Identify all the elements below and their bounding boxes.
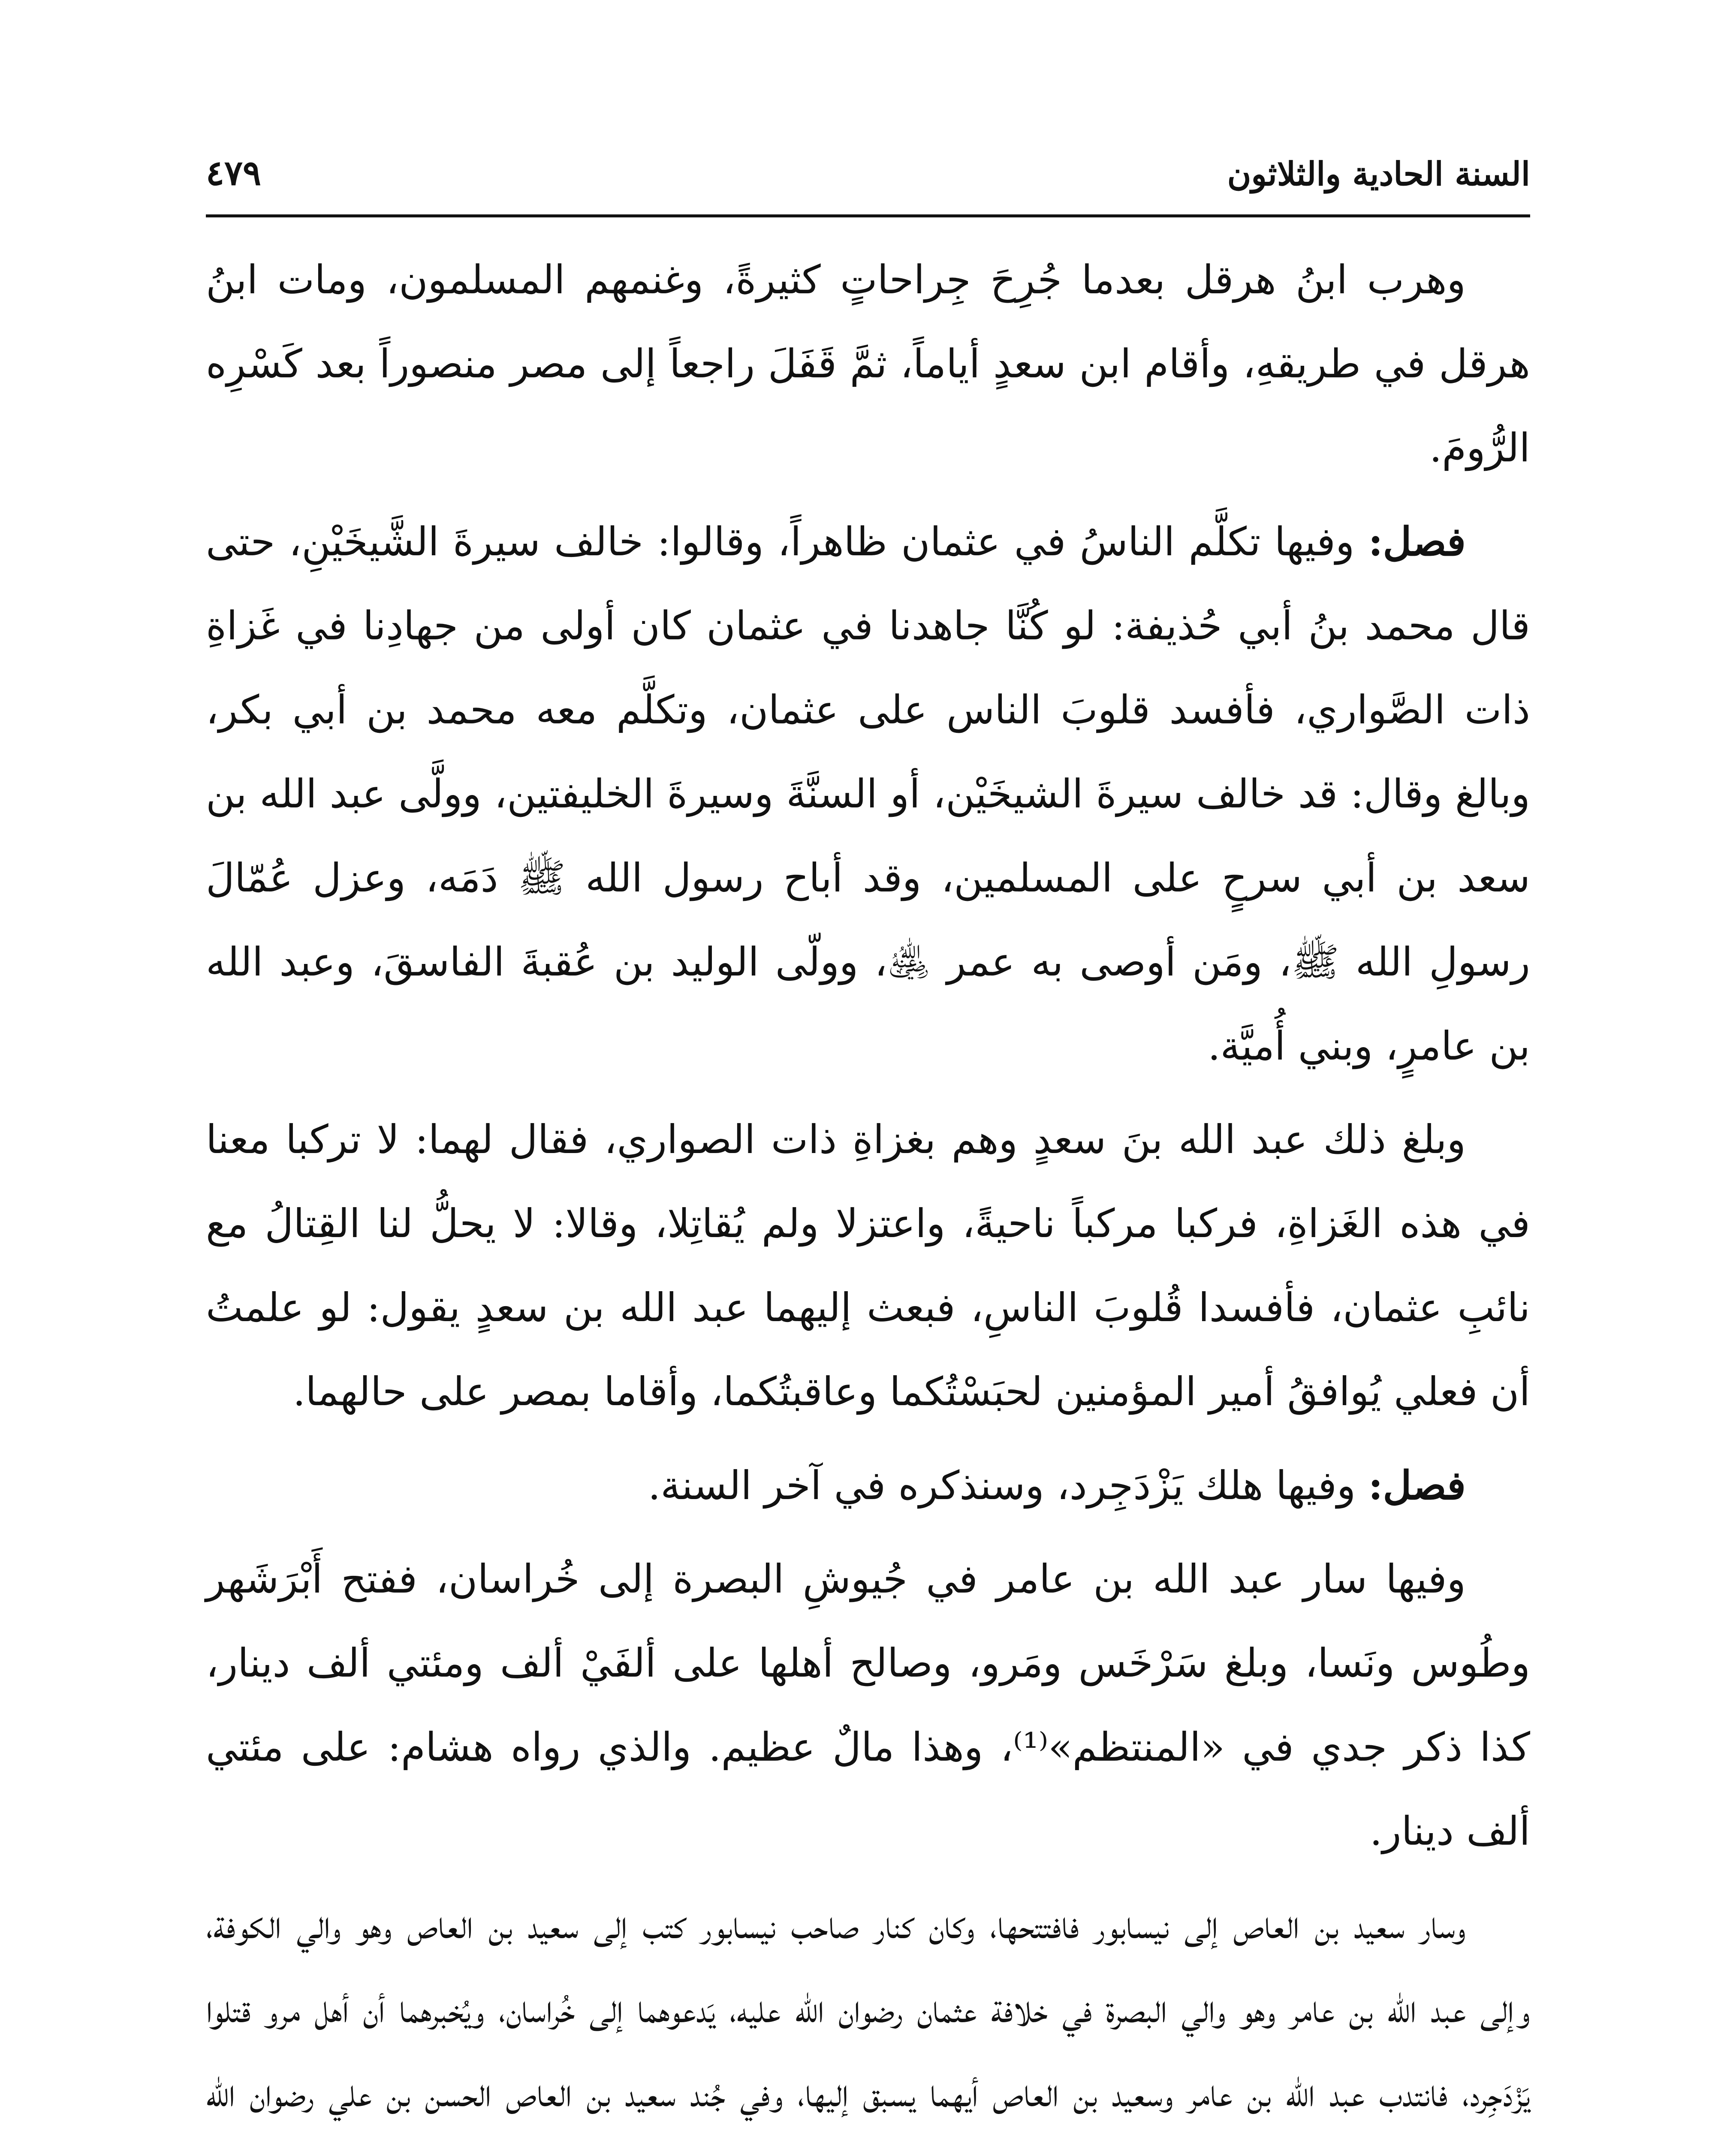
paragraph-1	[206, 238, 1530, 490]
paragraph-3	[206, 1098, 1530, 1434]
page-header	[206, 129, 1530, 201]
paragraph-6	[206, 1883, 1530, 2144]
section-label: فصل:	[1368, 518, 1466, 565]
section-label: فصل:	[1368, 1462, 1466, 1509]
paragraph-3-text: وبلغ ذلك عبد الله بنَ سعدٍ وهم بغزاةِ ذات الصواري، فقال لهما: لا تركبا معنا في هذه الغَزاةِ، فركبا مركباً ناحيةً، واعتزلا ولم يُقاتِلا، وقالا: لا يحلُّ لنا القِتالُ مع نائبِ عثمان، فأفسدا قُلوبَ الناسِ، فبعث إليهما عبد الله بن سعدٍ يقول: لو علمتُ أن فعلي يُوافقُ أمير المؤمنين لحبَسْتُكما وعاقبتُكما، وأقاما بمصر على حالهما.	[206, 1117, 1530, 1415]
paragraph-4	[206, 1443, 1530, 1528]
header-rule	[206, 214, 1530, 217]
page-number: ٤٧٩	[206, 153, 261, 193]
paragraph-5-text: وفيها سار عبد الله بن عامر في جُيوشِ البصرة إلى خُراسان، ففتح أَبْرَشَهر وطُوس ونَسا، وبلغ سَرْخَس ومَرو، وصالح أهلها على ألفَيْ ألف ومئتي ألف دينار، كذا ذكر جدي في «المنتظم»⁽¹⁾، وهذا مالٌ عظيم. والذي رواه هشام: على مئتي ألف دينار.	[206, 1556, 1530, 1854]
paragraph-6-text: وسار سعيد بن العاص إلى نيسابور فافتتحها، وكان كنار صاحب نيسابور كتب إلى سعيد بن العاص وهو والي الكوفة، وإلى عبد الله بن عامر وهو والي البصرة في خلافة عثمان رضوان الله عليه، يَدعوهما إلى خُراسان، ويُخبرهما أن أهل مرو قتلوا يَزْدَجِرد، فانتدب عبد الله بن عامر وسعيد بن العاص أيهما يسبق إليها، وفي جُند سعيد بن العاص الحسن بن علي رضوان الله	[206, 1902, 1530, 2116]
paragraph-5	[206, 1537, 1530, 1873]
body-text	[206, 238, 1530, 2144]
paragraph-2	[206, 500, 1530, 1088]
paragraph-2-text: وفيها تكلَّم الناسُ في عثمان ظاهراً، وقالوا: خالف سيرةَ الشَّيخَيْنِ، حتى قال محمد بنُ أبي حُذيفة: لو كُنَّا جاهدنا في عثمان كان أولى من جهادِنا في غَزاةِ ذات الصَّواري، فأفسد قلوبَ الناس على عثمان، وتكلَّم معه محمد بن أبي بكر، وبالغ وقال: قد خالف سيرةَ الشيخَيْن، أو السنَّةَ وسيرةَ الخليفتين، وولَّى عبد الله بن سعد بن أبي سرحٍ على المسلمين، وقد أباح رسول الله ﷺ دَمَه، وعزل عُمّالَ رسولِ الله ﷺ، ومَن أوصى به عمر ﵁، وولّى الوليد بن عُقبةَ الفاسقَ، وعبد الله بن عامرٍ، وبني أُميَّة.	[206, 519, 1530, 1069]
paragraph-1-text: وهرب ابنُ هرقل بعدما جُرِحَ جِراحاتٍ كثيرةً، وغنمهم المسلمون، ومات ابنُ هرقل في طريقهِ، وأقام ابن سعدٍ أياماً، ثمَّ قَفَلَ راجعاً إلى مصر منصوراً بعد كَسْرِه الرُّومَ.	[206, 257, 1530, 471]
running-title: السنة الحادية والثلاثون	[1227, 155, 1530, 193]
paragraph-4-text: وفيها هلك يَزْدَجِرد، وسنذكره في آخر السنة.	[648, 1463, 1356, 1509]
